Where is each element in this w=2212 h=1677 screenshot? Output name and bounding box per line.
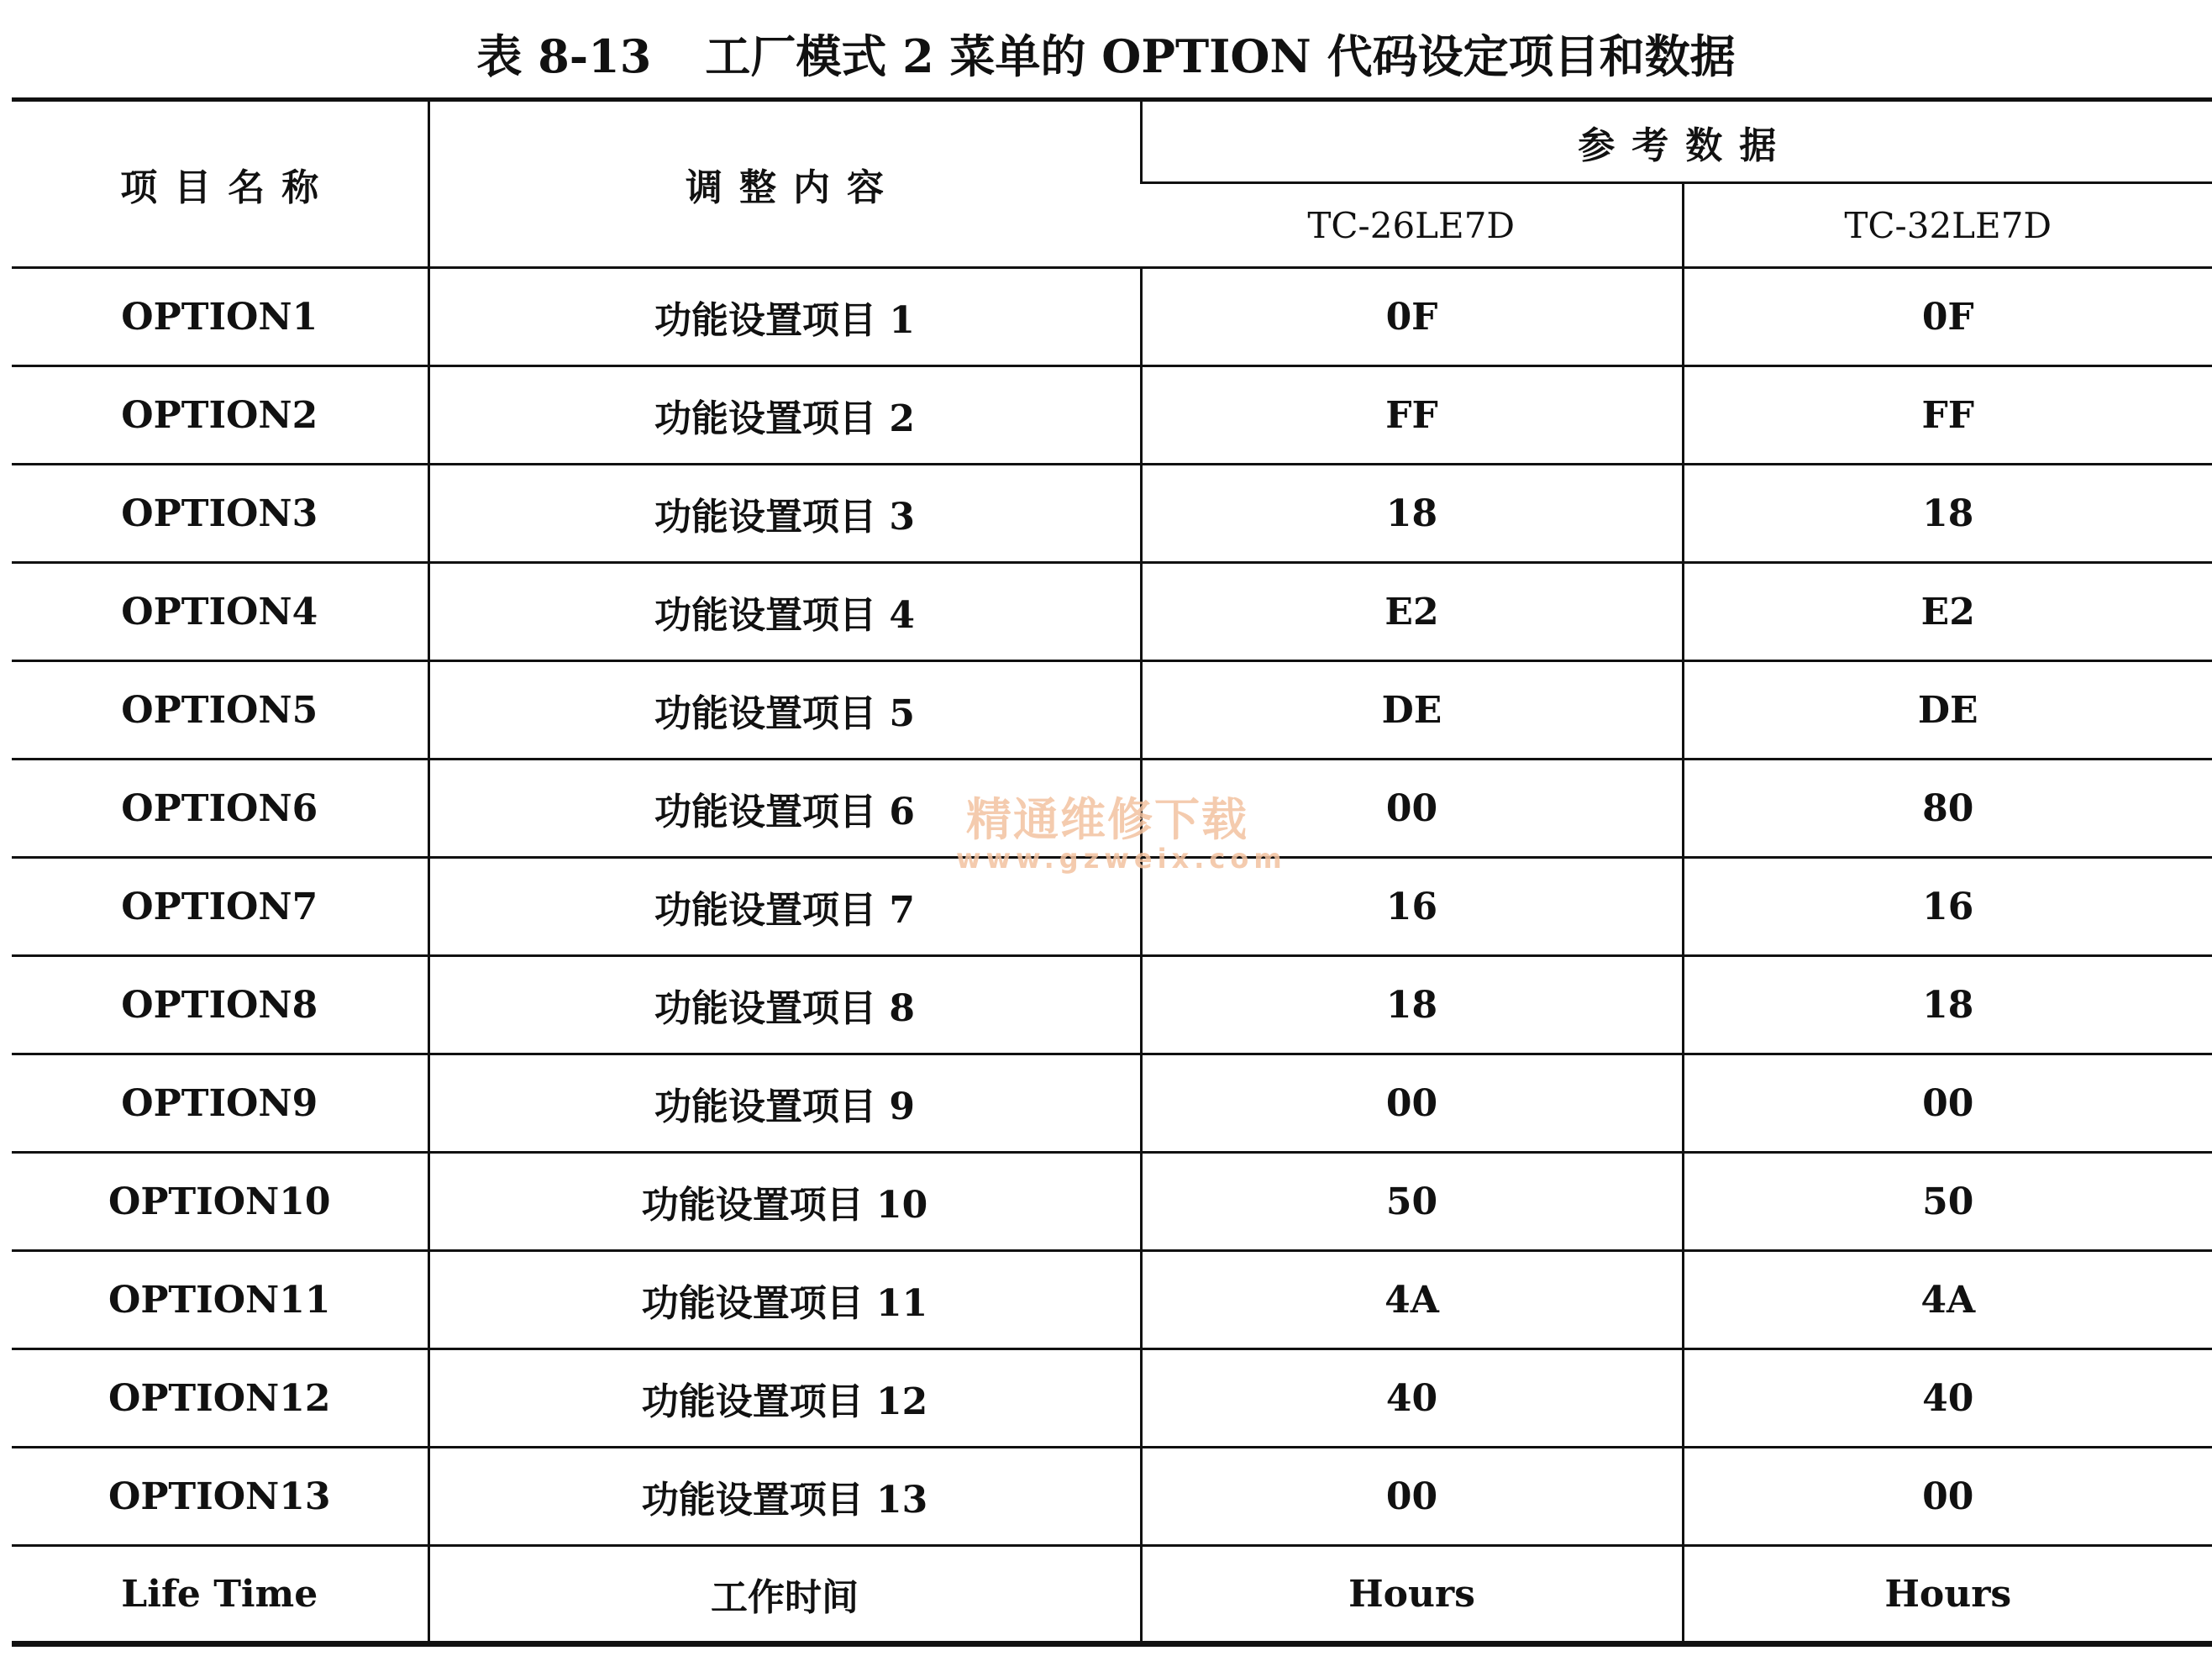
cell-adjust-content: 功能设置项目 10 xyxy=(428,1153,1141,1251)
cell-adjust-content: 功能设置项目 11 xyxy=(428,1251,1141,1349)
table-row xyxy=(12,1153,2212,1251)
cell-item-name: OPTION7 xyxy=(12,858,428,956)
cell-model-2-value: 18 xyxy=(1683,465,2212,563)
cell-model-2-value: 4A xyxy=(1683,1251,2212,1349)
cell-item-name: OPTION1 xyxy=(12,268,428,366)
header-item-name: 项目名称 xyxy=(120,166,336,209)
cell-model-2-value: Hours xyxy=(1683,1546,2212,1644)
watermark-text: 精通维修下载 xyxy=(966,792,1248,846)
cell-item-name: OPTION10 xyxy=(12,1153,428,1251)
cell-model-1-value: 00 xyxy=(1141,1448,1683,1546)
cell-adjust-content: 工作时间 xyxy=(428,1546,1141,1644)
table-row xyxy=(12,465,2212,563)
cell-model-1-value: 18 xyxy=(1141,465,1683,563)
cell-model-2-value: 0F xyxy=(1683,268,2212,366)
table-row xyxy=(12,760,2212,858)
table-row xyxy=(12,956,2212,1054)
cell-model-2-value: 40 xyxy=(1683,1349,2212,1448)
cell-model-1-value: 00 xyxy=(1141,1054,1683,1153)
table-row xyxy=(12,1546,2212,1644)
header-row xyxy=(12,100,2212,183)
cell-item-name: OPTION3 xyxy=(12,465,428,563)
cell-model-1-value: 16 xyxy=(1141,858,1683,956)
option-code-table xyxy=(12,97,2212,1647)
cell-item-name: OPTION2 xyxy=(12,366,428,465)
cell-adjust-content: 功能设置项目 6 xyxy=(428,760,1141,858)
table-row xyxy=(12,1054,2212,1153)
cell-adjust-content: 功能设置项目 4 xyxy=(428,563,1141,661)
table-caption: 工厂模式 2 菜单的 OPTION 代码设定项目和数据 xyxy=(705,29,1736,83)
cell-model-1-value: 4A xyxy=(1141,1251,1683,1349)
cell-adjust-content: 功能设置项目 12 xyxy=(428,1349,1141,1448)
cell-item-name: OPTION13 xyxy=(12,1448,428,1546)
table-title xyxy=(0,18,2212,94)
table-row xyxy=(12,858,2212,956)
cell-item-name: OPTION4 xyxy=(12,563,428,661)
table-row xyxy=(12,661,2212,760)
header-model-1: TC-26LE7D xyxy=(1141,183,1683,268)
cell-model-2-value: 00 xyxy=(1683,1448,2212,1546)
cell-adjust-content: 功能设置项目 13 xyxy=(428,1448,1141,1546)
table-row xyxy=(12,1251,2212,1349)
cell-model-2-value: DE xyxy=(1683,661,2212,760)
cell-model-2-value: 00 xyxy=(1683,1054,2212,1153)
cell-model-2-value: FF xyxy=(1683,366,2212,465)
cell-adjust-content: 功能设置项目 5 xyxy=(428,661,1141,760)
cell-model-1-value: FF xyxy=(1141,366,1683,465)
cell-adjust-content: 功能设置项目 1 xyxy=(428,268,1141,366)
cell-model-1-value: Hours xyxy=(1141,1546,1683,1644)
header-reference-data: 参考数据 xyxy=(1141,100,2212,183)
cell-item-name: OPTION5 xyxy=(12,661,428,760)
table-row xyxy=(12,563,2212,661)
cell-model-1-value: 18 xyxy=(1141,956,1683,1054)
cell-adjust-content: 功能设置项目 9 xyxy=(428,1054,1141,1153)
cell-model-1-value: 0F xyxy=(1141,268,1683,366)
cell-adjust-content: 功能设置项目 7 xyxy=(428,858,1141,956)
cell-adjust-content: 功能设置项目 8 xyxy=(428,956,1141,1054)
cell-model-2-value: 50 xyxy=(1683,1153,2212,1251)
cell-model-2-value: E2 xyxy=(1683,563,2212,661)
cell-item-name: OPTION6 xyxy=(12,760,428,858)
table-row xyxy=(12,268,2212,366)
cell-adjust-content: 功能设置项目 3 xyxy=(428,465,1141,563)
cell-model-2-value: 18 xyxy=(1683,956,2212,1054)
header-adjust-content: 调整内容 xyxy=(428,100,1141,268)
cell-model-2-value: 16 xyxy=(1683,858,2212,956)
table-number: 表 8-13 xyxy=(476,29,652,83)
cell-item-name: OPTION9 xyxy=(12,1054,428,1153)
cell-model-2-value: 80 xyxy=(1683,760,2212,858)
cell-model-1-value: DE xyxy=(1141,661,1683,760)
cell-model-1-value: 50 xyxy=(1141,1153,1683,1251)
cell-item-name: OPTION8 xyxy=(12,956,428,1054)
cell-item-name: OPTION11 xyxy=(12,1251,428,1349)
watermark-url: www.gzweix.com xyxy=(956,843,1287,875)
cell-model-1-value: E2 xyxy=(1141,563,1683,661)
cell-adjust-content: 功能设置项目 2 xyxy=(428,366,1141,465)
cell-model-1-value: 40 xyxy=(1141,1349,1683,1448)
table-row xyxy=(12,366,2212,465)
table-body xyxy=(12,268,2212,1644)
cell-model-1-value: 00 xyxy=(1141,760,1683,858)
cell-item-name: Life Time xyxy=(12,1546,428,1644)
table-row xyxy=(12,1349,2212,1448)
cell-item-name: OPTION12 xyxy=(12,1349,428,1448)
table-row xyxy=(12,1448,2212,1546)
header-model-2: TC-32LE7D xyxy=(1683,183,2212,268)
